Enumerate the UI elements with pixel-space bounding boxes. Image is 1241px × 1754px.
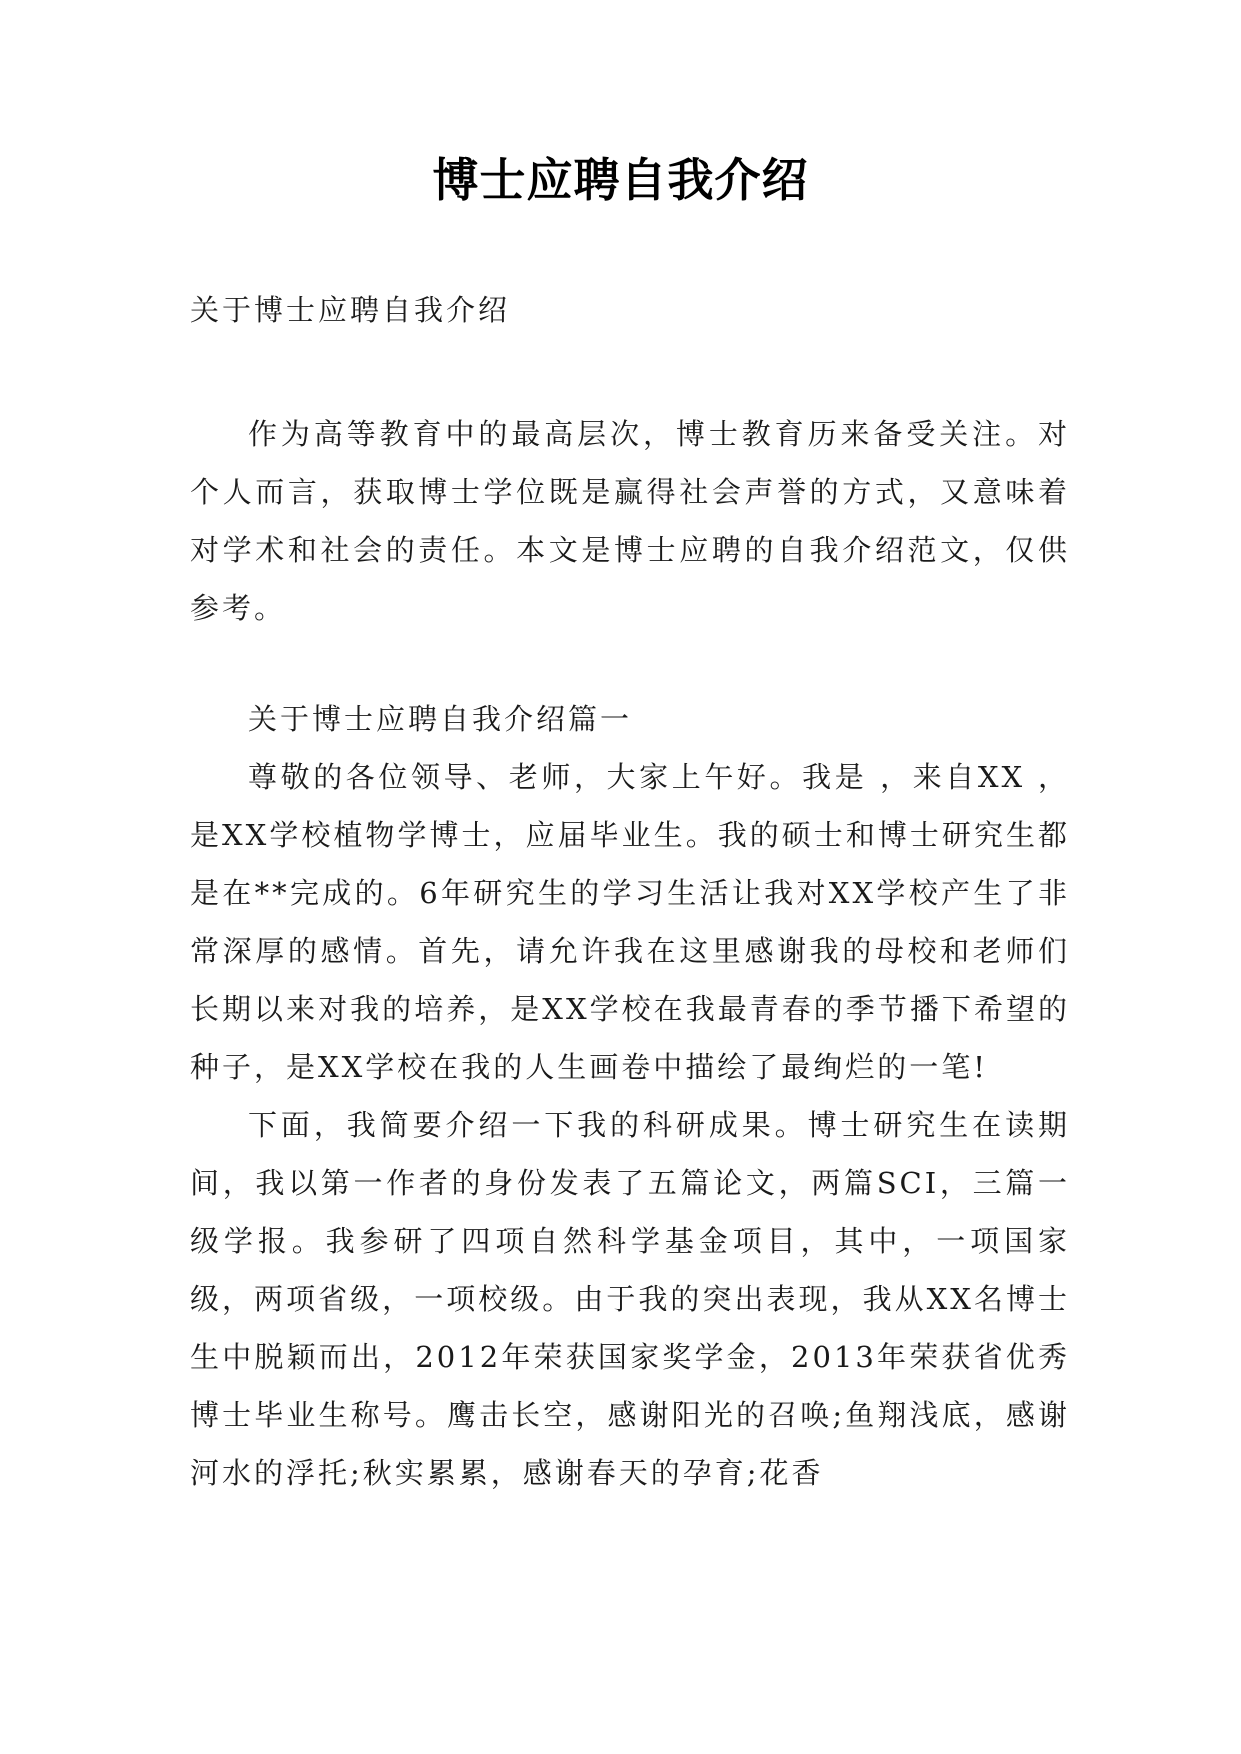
intro-paragraph: 作为高等教育中的最高层次，博士教育历来备受关注。对个人而言，获取博士学位既是赢得社会声誉的方式，又意味着对学术和社会的责任。本文是博士应聘的自我介绍范文，仅供参考。 [190, 417, 1070, 625]
section-heading: 关于博士应聘自我介绍篇一 [248, 702, 633, 736]
document-title: 博士应聘自我介绍 [432, 153, 809, 207]
document-subtitle: 关于博士应聘自我介绍 [190, 293, 511, 327]
intro-section [190, 405, 1070, 637]
main-section [190, 690, 1070, 1502]
body-paragraph: 尊敬的各位领导、老师，大家上午好。我是 ，来自XX ，是XX学校植物学博士，应届毕业生。我的硕士和博士研究生都是在**完成的。6年研究生的学习生活让我对XX学校产生了非常深厚的感情。首先，请允许我在这里感谢我的母校和老师们长期以来对我的培养，是XX学校在我最青春的季节播下希望的种子，是XX学校在我的人生画卷中描绘了最绚烂的一笔! [190, 760, 1070, 1084]
body-paragraph: 下面，我简要介绍一下我的科研成果。博士研究生在读期间，我以第一作者的身份发表了五篇论文，两篇SCI，三篇一级学报。我参研了四项自然科学基金项目，其中，一项国家级，两项省级，一项校级。由于我的突出表现，我从XX名博士生中脱颖而出，2012年荣获国家奖学金，2013年荣获省优秀博士毕业生称号。鹰击长空，感谢阳光的召唤;鱼翔浅底，感谢河水的浮托;秋实累累，感谢春天的孕育;花香 [190, 1108, 1070, 1490]
